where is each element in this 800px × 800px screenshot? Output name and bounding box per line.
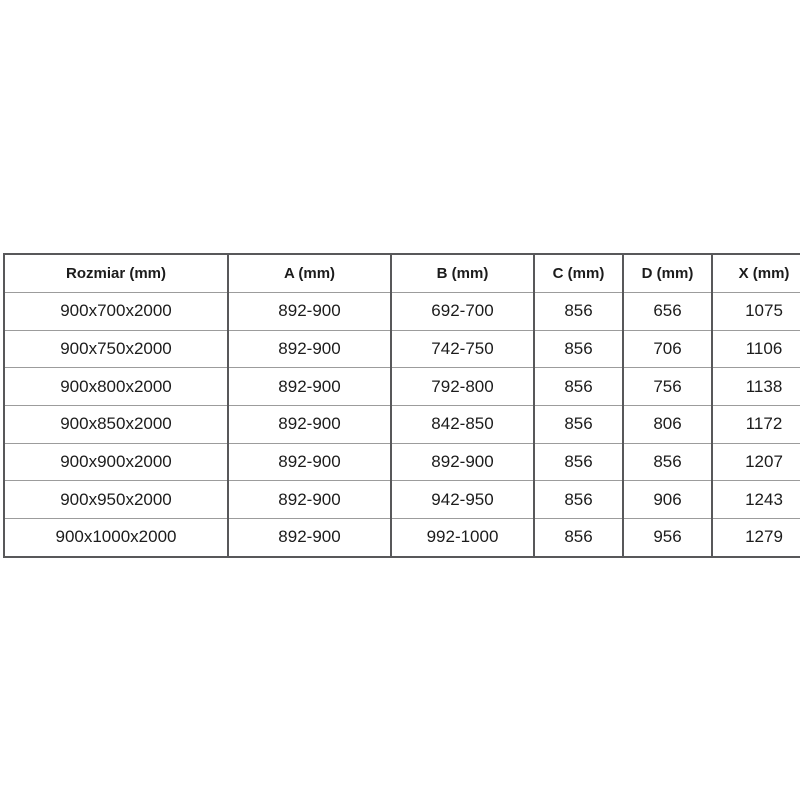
table-cell-c: 856 (534, 368, 623, 406)
table-cell-b: 692-700 (391, 293, 534, 331)
table-cell-c: 856 (534, 519, 623, 557)
table-cell-x: 1138 (712, 368, 800, 406)
header-row (4, 254, 800, 293)
header-cell-a: A (mm) (228, 254, 391, 293)
table-cell-c: 856 (534, 481, 623, 519)
table-cell-d: 656 (623, 293, 712, 331)
table-cell-d: 706 (623, 330, 712, 368)
table-cell-a: 892-900 (228, 519, 391, 557)
table-cell-c: 856 (534, 293, 623, 331)
table-cell-c: 856 (534, 443, 623, 481)
table-cell-b: 842-850 (391, 406, 534, 444)
header-cell-x: X (mm) (712, 254, 800, 293)
table-cell-d: 756 (623, 368, 712, 406)
table-cell-x: 1207 (712, 443, 800, 481)
header-cell-c: C (mm) (534, 254, 623, 293)
dimensions-table-container (3, 253, 800, 558)
table-cell-x: 1243 (712, 481, 800, 519)
header-cell-b: B (mm) (391, 254, 534, 293)
dimensions-table (3, 253, 800, 558)
table-cell-rozmiar: 900x950x2000 (4, 481, 228, 519)
table-cell-c: 856 (534, 406, 623, 444)
table-cell-x: 1106 (712, 330, 800, 368)
table-cell-a: 892-900 (228, 443, 391, 481)
table-row (4, 481, 800, 519)
header-cell-d: D (mm) (623, 254, 712, 293)
table-cell-b: 792-800 (391, 368, 534, 406)
table-cell-b: 742-750 (391, 330, 534, 368)
table-row (4, 368, 800, 406)
table-row (4, 519, 800, 557)
table-cell-a: 892-900 (228, 368, 391, 406)
table-cell-d: 806 (623, 406, 712, 444)
table-cell-d: 906 (623, 481, 712, 519)
header-cell-rozmiar: Rozmiar (mm) (4, 254, 228, 293)
table-cell-rozmiar: 900x1000x2000 (4, 519, 228, 557)
table-cell-b: 992-1000 (391, 519, 534, 557)
table-row (4, 406, 800, 444)
table-cell-rozmiar: 900x700x2000 (4, 293, 228, 331)
table-cell-d: 856 (623, 443, 712, 481)
table-row (4, 330, 800, 368)
table-cell-b: 942-950 (391, 481, 534, 519)
table-row (4, 443, 800, 481)
table-cell-rozmiar: 900x850x2000 (4, 406, 228, 444)
table-cell-rozmiar: 900x800x2000 (4, 368, 228, 406)
table-cell-x: 1279 (712, 519, 800, 557)
table-cell-x: 1075 (712, 293, 800, 331)
table-cell-c: 856 (534, 330, 623, 368)
table-cell-a: 892-900 (228, 406, 391, 444)
table-cell-a: 892-900 (228, 481, 391, 519)
table-cell-a: 892-900 (228, 293, 391, 331)
table-cell-rozmiar: 900x900x2000 (4, 443, 228, 481)
table-row (4, 293, 800, 331)
table-cell-b: 892-900 (391, 443, 534, 481)
table-cell-d: 956 (623, 519, 712, 557)
table-cell-x: 1172 (712, 406, 800, 444)
table-cell-rozmiar: 900x750x2000 (4, 330, 228, 368)
table-cell-a: 892-900 (228, 330, 391, 368)
